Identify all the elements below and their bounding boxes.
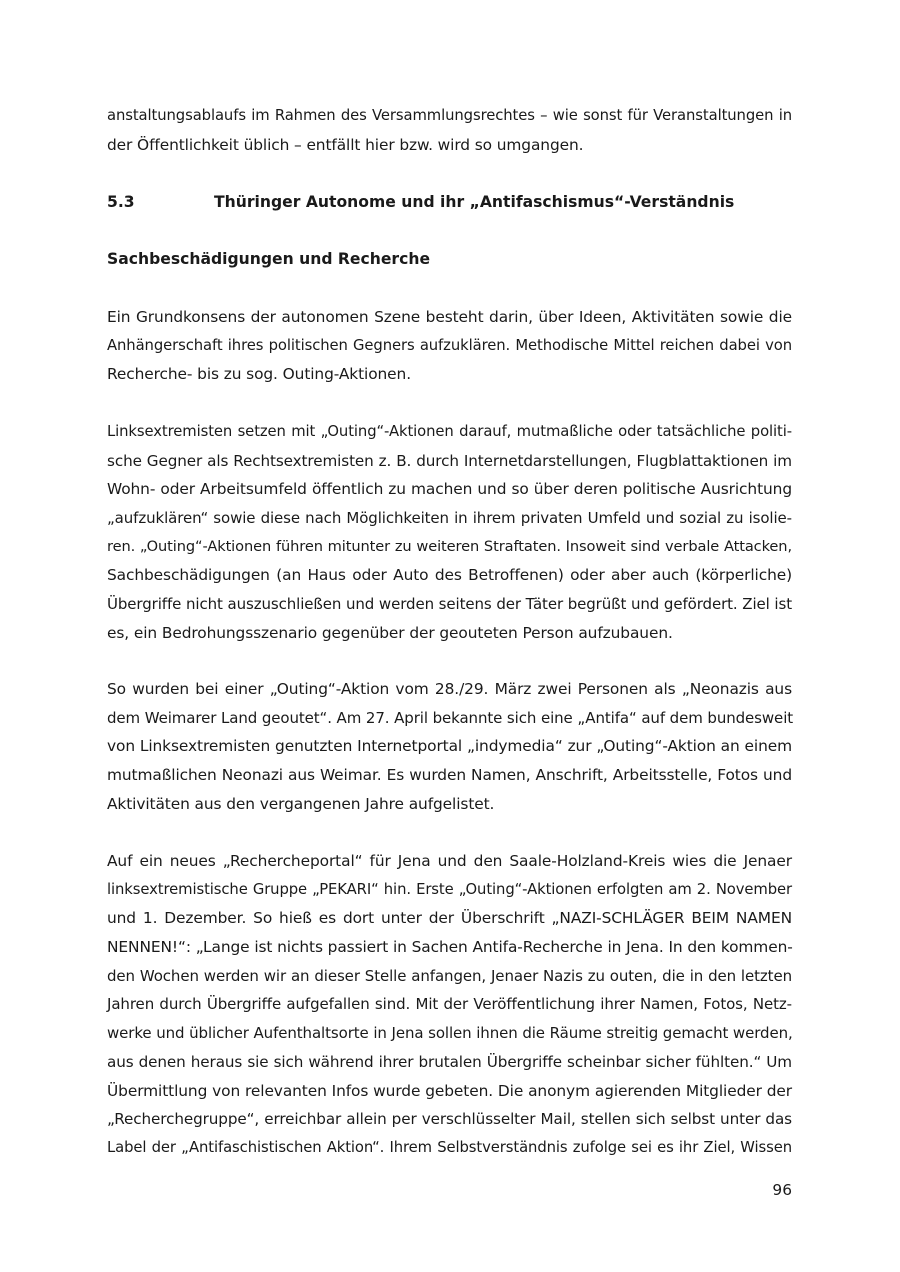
text-line: „aufzuklären“ sowie diese nach Möglichkeiten in ihrem privaten Umfeld und sozial zu isolie- xyxy=(107,509,792,528)
paragraph-3 xyxy=(107,675,792,818)
text-line: NENNEN!“: „Lange ist nichts passiert in Sachen Antifa-Recherche in Jena. In den kommen- xyxy=(107,938,793,957)
text-line: Label der „Antifaschistischen Aktion“. Ihrem Selbstverständnis zufolge sei es ihr Ziel, Wissen xyxy=(107,1138,792,1156)
text-line: werke und üblicher Aufenthaltsorte in Jena sollen ihnen die Räume streitig gemacht werden, xyxy=(107,1024,793,1043)
text-line: Übergriffe nicht auszuschließen und werden seitens der Täter begrüßt und gefördert. Ziel ist xyxy=(107,595,792,614)
text-line: dem Weimarer Land geoutet“. Am 27. April bekannte sich eine „Antifa“ auf dem bundesweit xyxy=(107,708,794,727)
text-line: es, ein Bedrohungsszenario gegenüber der geouteten Person aufzubauen. xyxy=(107,623,673,642)
text-line: Linksextremisten setzen mit „Outing“-Aktionen darauf, mutmaßliche oder tatsächliche politi- xyxy=(107,423,792,440)
text-line: So wurden bei einer „Outing“-Aktion vom 28./29. März zwei Personen als „Neonazis aus xyxy=(107,680,792,698)
text-line: Aktivitäten aus den vergangenen Jahre aufgelistet. xyxy=(107,794,495,813)
subheading: Sachbeschädigungen und Recherche xyxy=(107,250,431,268)
paragraph-2 xyxy=(107,418,792,648)
page-number: 96 xyxy=(772,1181,792,1199)
section-number: 5.3 xyxy=(107,193,135,211)
paragraph-1 xyxy=(107,303,792,389)
text-line: Ein Grundkonsens der autonomen Szene besteht darin, über Ideen, Aktivitäten sowie die xyxy=(107,308,792,326)
text-line: linksextremistische Gruppe „PEKARI“ hin. Erste „Outing“-Aktionen erfolgten am 2. November xyxy=(107,880,792,898)
text-line: und 1. Dezember. So hieß es dort unter der Überschrift „NAZI-SCHLÄGER BEIM NAMEN xyxy=(107,909,792,928)
text-line: Jahren durch Übergriffe aufgefallen sind. Mit der Veröffentlichung ihrer Namen, Fotos, Netz- xyxy=(107,995,792,1014)
paragraph-4 xyxy=(107,847,792,1163)
text-line: sche Gegner als Rechtsextremisten z. B. durch Internetdarstellungen, Flugblattaktionen im xyxy=(107,451,792,470)
text-line: den Wochen werden wir an dieser Stelle anfangen, Jenaer Nazis zu outen, die in den letzten xyxy=(107,966,792,985)
section-heading xyxy=(107,188,792,217)
text-line: Sachbeschädigungen (an Haus oder Auto des Betroffenen) oder aber auch (körperliche) xyxy=(107,566,792,585)
text-line: mutmaßlichen Neonazi aus Weimar. Es wurden Namen, Anschrift, Arbeitsstelle, Fotos und xyxy=(107,766,792,785)
section-title: Thüringer Autonome und ihr „Antifaschismus“-Verständnis xyxy=(214,193,735,211)
text-line: der Öffentlichkeit üblich – entfällt hier bzw. wird so umgangen. xyxy=(107,135,584,154)
text-line: aus denen heraus sie sich während ihrer brutalen Übergriffe scheinbar sicher fühlten.“ Um xyxy=(107,1052,792,1071)
text-line: „Recherchegruppe“, erreichbar allein per verschlüsselter Mail, stellen sich selbst unter das xyxy=(107,1110,792,1129)
text-line: ren. „Outing“-Aktionen führen mitunter zu weiteren Straftaten. Insoweit sind verbale Attacken, xyxy=(107,537,792,555)
text-line: anstaltungsablaufs im Rahmen des Versammlungsrechtes – wie sonst für Veranstaltungen in xyxy=(107,107,792,124)
text-line: Auf ein neues „Rechercheportal“ für Jena und den Saale-Holzland-Kreis wies die Jenaer xyxy=(107,852,792,870)
text-line: Wohn- oder Arbeitsumfeld öffentlich zu machen und so über deren politische Ausrichtung xyxy=(107,480,792,499)
text-line: von Linksextremisten genutzten Internetportal „indymedia“ zur „Outing“-Aktion an einem xyxy=(107,737,792,756)
text-line: Recherche- bis zu sog. Outing-Aktionen. xyxy=(107,365,412,384)
intro-paragraph xyxy=(107,102,792,159)
text-line: Anhängerschaft ihres politischen Gegners aufzuklären. Methodische Mittel reichen dabei von xyxy=(107,336,792,354)
text-line: Übermittlung von relevanten Infos wurde gebeten. Die anonym agierenden Mitglieder der xyxy=(107,1081,792,1100)
